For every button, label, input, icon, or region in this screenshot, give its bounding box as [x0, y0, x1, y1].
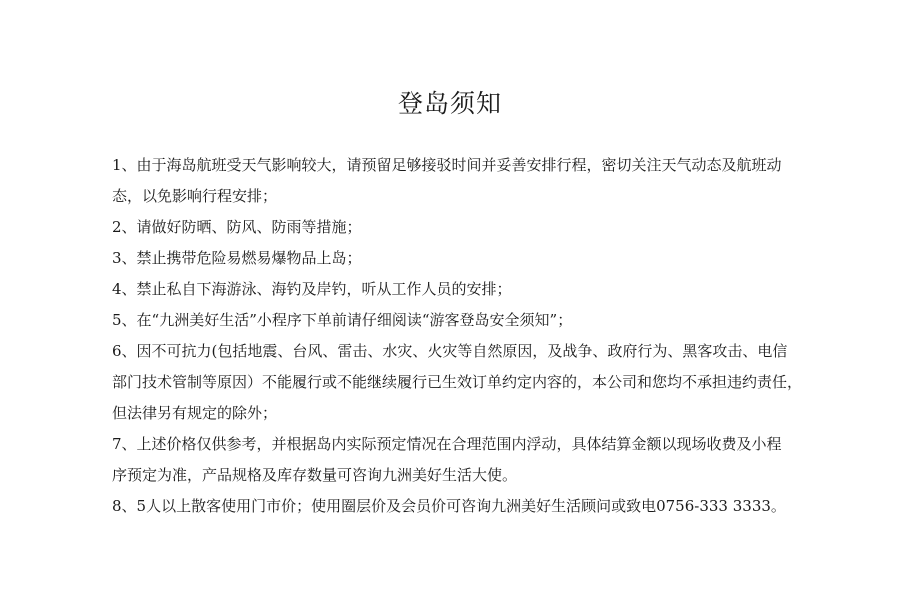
notice-item-1 — [112, 150, 812, 212]
page-title: 登岛须知 — [397, 89, 502, 118]
notice-line: 序预定为准，产品规格及库存数量可咨询九洲美好生活大使。 — [112, 466, 518, 484]
notice-line: 但法律另有规定的除外； — [112, 404, 278, 422]
notice-item-6 — [112, 336, 812, 429]
notice-line: 态，以免影响行程安排； — [112, 187, 278, 205]
notice-line: 4、禁止私自下海游泳、海钓及岸钓，听从工作人员的安排； — [112, 280, 512, 298]
notice-line: 7、上述价格仅供参考，并根据岛内实际预定情况在合理范围内浮动，具体结算金额以现场收费及小程 — [112, 435, 782, 453]
notice-item-7 — [112, 429, 812, 491]
notice-item-4 — [112, 274, 812, 305]
notice-line: 8、5人以上散客使用门市价；使用圈层价及会员价可咨询九洲美好生活顾问或致电0756-333 3333。 — [112, 497, 786, 515]
notice-line: 1、由于海岛航班受天气影响较大，请预留足够接驳时间并妥善安排行程，密切关注天气动态及航班动 — [112, 156, 782, 174]
notice-line: 6、因不可抗力(包括地震、台风、雷击、水灾、火灾等自然原因，及战争、政府行为、黑客攻击、电信 — [112, 342, 788, 360]
notice-list — [112, 150, 812, 522]
notice-line: 5、在“九洲美好生活”小程序下单前请仔细阅读“游客登岛安全须知”； — [112, 311, 573, 329]
notice-line: 3、禁止携带危险易燃易爆物品上岛； — [112, 249, 362, 267]
notice-item-5 — [112, 305, 812, 336]
notice-item-8 — [112, 491, 812, 522]
notice-line: 部门技术管制等原因）不能履行或不能继续履行已生效订单约定内容的，本公司和您均不承担违约责任， — [112, 373, 803, 391]
notice-item-3 — [112, 243, 812, 274]
notice-item-2 — [112, 212, 812, 243]
notice-line: 2、请做好防晒、防风、防雨等措施； — [112, 218, 362, 236]
